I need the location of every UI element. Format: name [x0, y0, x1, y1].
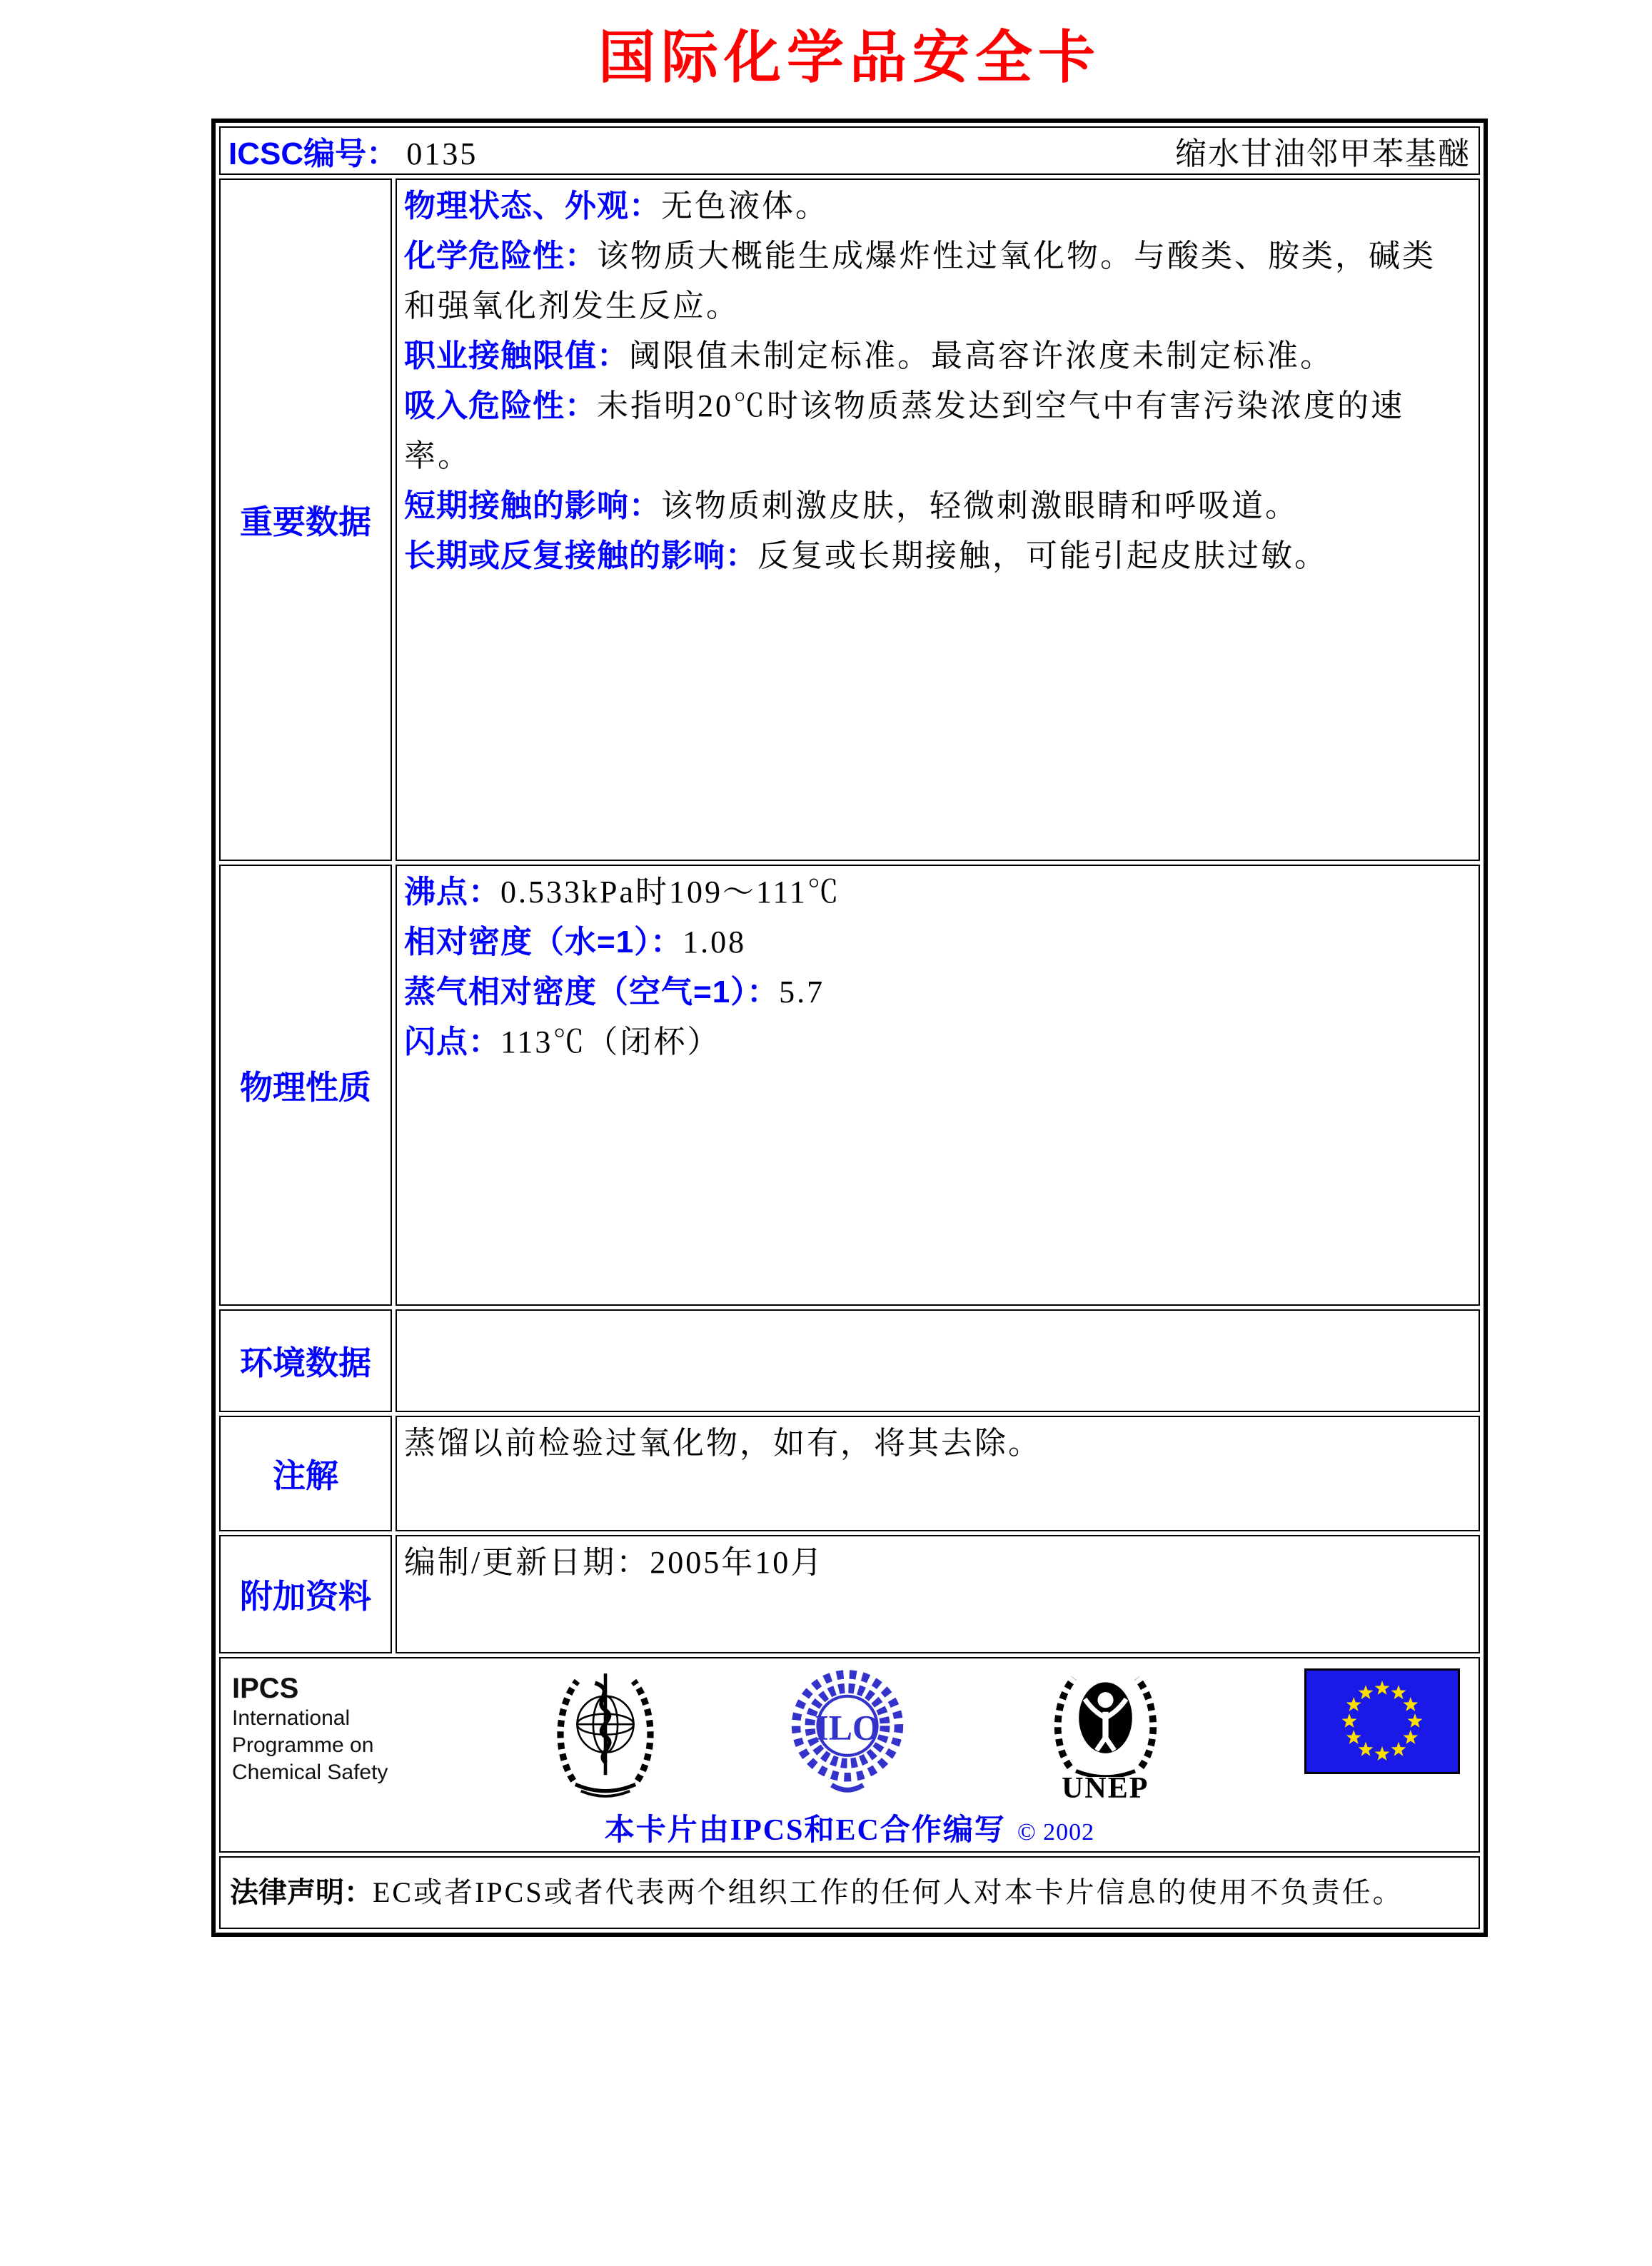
update-date-value: 2005年10月: [650, 1545, 825, 1580]
field-label: 吸入危险性：: [404, 388, 597, 423]
environmental-data-content-cell: [396, 1309, 1480, 1412]
field-value: 113℃（闭杯）: [500, 1024, 721, 1059]
section-label-notes: 注解: [219, 1416, 392, 1531]
update-date-label: 编制/更新日期：: [404, 1545, 650, 1580]
field-value: 1.08: [683, 925, 747, 960]
field-label: 相对密度（水=1）：: [404, 925, 683, 960]
field-chemical-danger: [404, 231, 1469, 331]
field-value: 未指明20℃时该物质蒸发达到空气中有害污染浓度的速率。: [404, 388, 1404, 473]
icsc-number-label: ICSC编号：: [228, 136, 398, 171]
field-label: 闪点：: [404, 1024, 500, 1059]
field-physical-state: [404, 181, 1469, 231]
field-inhalation-risk: [404, 381, 1469, 481]
logos-row: [219, 1657, 1480, 1853]
legal-notice-text: EC或者IPCS或者代表两个组织工作的任何人对本卡片信息的使用不负责任。: [373, 1876, 1404, 1908]
credit-line: [221, 1806, 1479, 1858]
ipcs-name-line: International: [232, 1706, 351, 1730]
field-label: 沸点：: [404, 875, 500, 910]
field-value: 该物质大概能生成爆炸性过氧化物。与酸类、胺类，碱类和强氧化剂发生反应。: [404, 238, 1436, 323]
field-label: 化学危险性：: [404, 238, 597, 273]
field-label: 物理状态、外观：: [404, 188, 661, 223]
unep-logo-icon: [1032, 1668, 1179, 1806]
field-value: 阈限值未制定标准。最高容许浓度未制定标准。: [629, 338, 1334, 373]
field-label: 职业接触限值：: [404, 338, 629, 373]
ipcs-name-line: Programme on: [232, 1733, 374, 1757]
who-logo-icon: [549, 1668, 662, 1806]
header-cell: [219, 126, 1480, 175]
legal-notice-label: 法律声明：: [230, 1877, 373, 1908]
credit-text: 本卡片由IPCS和EC合作编写: [604, 1814, 1006, 1847]
ilo-logo-icon: [788, 1668, 907, 1801]
ipcs-name-line: Chemical Safety: [232, 1761, 388, 1784]
field-value: 5.7: [779, 975, 825, 1009]
important-data-content-cell: [396, 178, 1480, 861]
section-label-environmental-data: 环境数据: [219, 1309, 392, 1412]
field-value: 反复或长期接触，可能引起皮肤过敏。: [757, 538, 1328, 573]
field-label: 蒸气相对密度（空气=1）：: [404, 975, 780, 1009]
physical-properties-row: [219, 865, 1480, 1306]
field-value: 该物质刺激皮肤，轻微刺激眼睛和呼吸道。: [661, 488, 1299, 523]
legal-cell: [219, 1856, 1480, 1929]
field-short-term-effects: [404, 481, 1469, 531]
section-label-physical-properties: 物理性质: [219, 865, 392, 1306]
ipcs-acronym: IPCS: [232, 1673, 299, 1704]
notes-content-cell: [396, 1416, 1480, 1531]
field-long-term-effects: [404, 531, 1469, 581]
notes-text: 蒸馏以前检验过氧化物，如有，将其去除。: [404, 1426, 1042, 1461]
copyright-text: © 2002: [1017, 1819, 1095, 1845]
additional-info-row: [219, 1535, 1480, 1653]
notes-row: [219, 1416, 1480, 1531]
field-value: 无色液体。: [661, 188, 829, 223]
chemical-name: 缩水甘油邻甲苯基醚: [1175, 136, 1471, 171]
ipcs-text-block: [232, 1668, 423, 1786]
eu-flag-icon: [1304, 1668, 1460, 1778]
section-label-additional-info: 附加资料: [219, 1535, 392, 1653]
field-value: 0.533kPa时109～111℃: [500, 875, 841, 910]
icsc-card-table: [211, 119, 1488, 1937]
field-label: 长期或反复接触的影响：: [404, 538, 757, 573]
icsc-number-value: 0135: [406, 136, 478, 171]
page-title: 国际化学品安全卡: [598, 26, 1101, 89]
legal-row: [219, 1856, 1480, 1929]
physical-properties-content-cell: [396, 865, 1480, 1306]
field-vapor-density: [404, 967, 1469, 1017]
field-boiling-point: [404, 867, 1469, 917]
field-label: 短期接触的影响：: [404, 488, 661, 523]
unep-logo-text: UNEP: [1062, 1772, 1149, 1805]
icsc-number: [228, 128, 478, 173]
important-data-row: [219, 178, 1480, 861]
field-relative-density: [404, 917, 1469, 967]
environmental-data-row: [219, 1309, 1480, 1412]
section-label-important-data: 重要数据: [219, 178, 392, 861]
additional-info-content-cell: [396, 1535, 1480, 1653]
ilo-logo-text: ILO: [814, 1708, 880, 1748]
field-flash-point: [404, 1017, 1469, 1067]
logos-cell: [219, 1657, 1480, 1853]
header-row: [219, 126, 1480, 175]
field-occupational-limit: [404, 331, 1469, 381]
